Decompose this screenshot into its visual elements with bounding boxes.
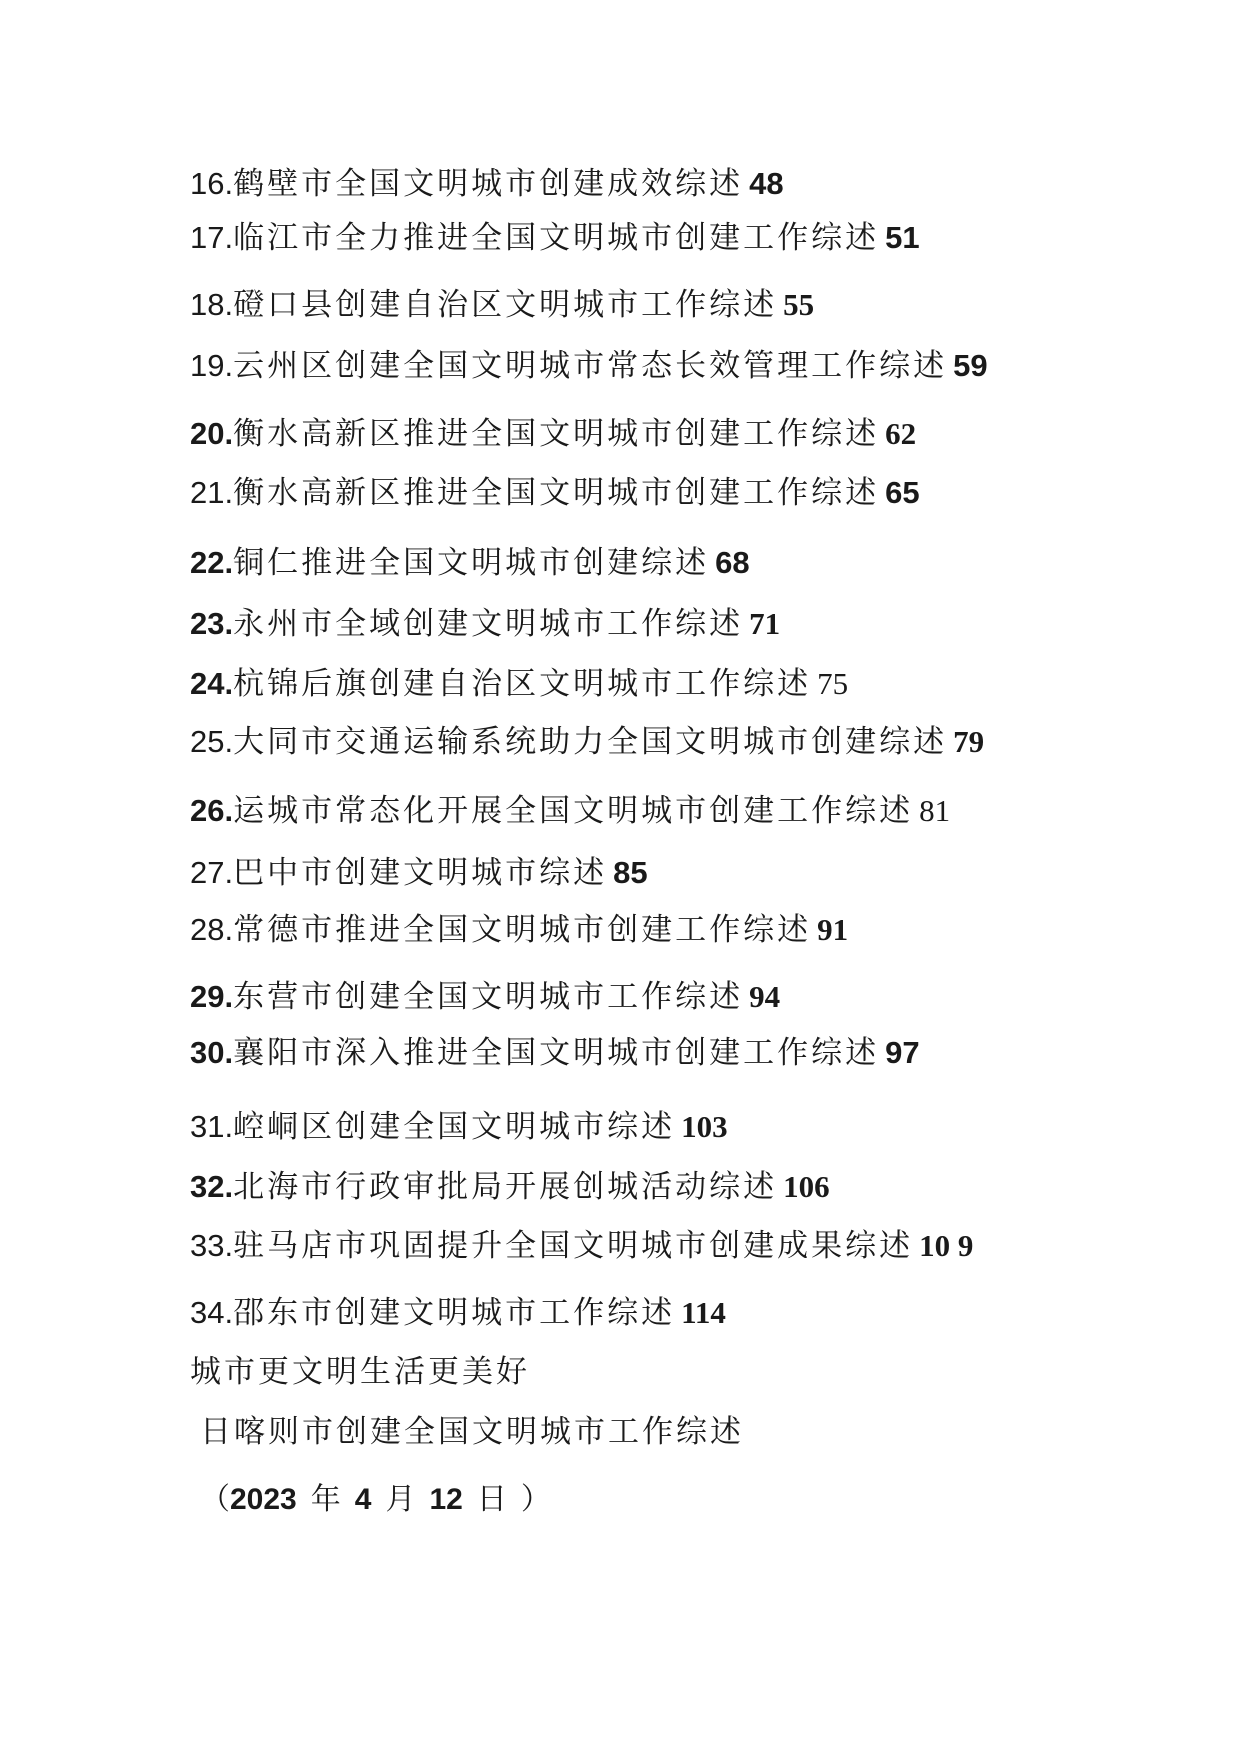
toc-entry-title: 临江市全力推进全国文明城市创建工作综述 [233, 220, 880, 256]
toc-entry-page: 91 [817, 912, 849, 947]
toc-entry-title: 大同市交通运输系统助力全国文明城市创建综述 [233, 724, 948, 760]
date-line [200, 1480, 551, 1520]
toc-entry[interactable] [190, 1033, 920, 1073]
toc-entry[interactable] [190, 218, 920, 258]
toc-entry-page: 75 [817, 666, 849, 701]
toc-entry-number: 19. [190, 348, 234, 383]
toc-entry[interactable] [190, 346, 988, 386]
toc-entry-number: 25. [190, 724, 234, 759]
toc-entry[interactable] [190, 977, 780, 1017]
toc-entry[interactable] [190, 791, 950, 831]
section-heading: 城市更文明生活更美好 [190, 1354, 530, 1390]
toc-entry-page: 10 9 [919, 1228, 974, 1263]
toc-entry-title: 襄阳市深入推进全国文明城市创建工作综述 [233, 1035, 880, 1071]
toc-entry[interactable] [190, 853, 648, 893]
toc-entry-page: 106 [783, 1169, 830, 1204]
toc-entry-title: 驻马店市巩固提升全国文明城市创建成果综述 [233, 1228, 914, 1264]
toc-entry-number: 28. [190, 912, 234, 947]
toc-entry-number: 24. [190, 666, 234, 701]
toc-entry-title: 铜仁推进全国文明城市创建综述 [233, 545, 710, 581]
toc-entry[interactable] [190, 664, 848, 704]
toc-entry-page: 94 [749, 979, 781, 1014]
toc-entry[interactable] [190, 473, 920, 513]
toc-entry-page: 103 [681, 1109, 728, 1144]
section-subheading: 日喀则市创建全国文明城市工作综述 [200, 1414, 744, 1450]
toc-entry-page: 48 [749, 166, 784, 201]
toc-entry-number: 17. [190, 220, 234, 255]
toc-entry[interactable] [190, 910, 848, 950]
toc-entry-page: 68 [715, 545, 750, 580]
toc-entry-page: 65 [885, 475, 920, 510]
toc-entry-number: 27. [190, 855, 234, 890]
toc-entry-title: 北海市行政审批局开展创城活动综述 [233, 1169, 778, 1205]
toc-entry-number: 33. [190, 1228, 234, 1263]
close-paren: ） [520, 1482, 551, 1517]
toc-entry[interactable] [190, 604, 780, 644]
toc-entry[interactable] [190, 1226, 973, 1266]
toc-entry[interactable] [190, 1107, 728, 1147]
toc-entry-number: 20. [190, 416, 234, 451]
date-month: 4 [354, 1483, 372, 1516]
toc-entry-title: 崆峒区创建全国文明城市综述 [233, 1109, 676, 1145]
date-month-unit: 月 [385, 1482, 416, 1517]
toc-entry-number: 23. [190, 606, 234, 641]
toc-entry-title: 衡水高新区推进全国文明城市创建工作综述 [233, 475, 880, 511]
date-year-unit: 年 [310, 1482, 341, 1517]
toc-entry-page: 51 [885, 220, 920, 255]
toc-entry-page: 71 [749, 606, 781, 641]
toc-entry-title: 衡水高新区推进全国文明城市创建工作综述 [233, 416, 880, 452]
date-year: 2023 [230, 1483, 297, 1516]
toc-entry-title: 常德市推进全国文明城市创建工作综述 [233, 912, 812, 948]
toc-entry-title: 永州市全域创建文明城市工作综述 [233, 606, 744, 642]
toc-entry-number: 31. [190, 1109, 234, 1144]
toc-entry-title: 巴中市创建文明城市综述 [233, 855, 608, 891]
toc-entry[interactable] [190, 285, 814, 325]
toc-entry-page: 79 [953, 724, 985, 759]
open-paren: （ [200, 1482, 230, 1517]
toc-entry-title: 鹤壁市全国文明城市创建成效综述 [233, 166, 744, 202]
toc-entry-page: 62 [885, 416, 917, 451]
toc-entry[interactable] [190, 722, 984, 762]
toc-entry-number: 18. [190, 287, 234, 322]
toc-entry[interactable] [190, 164, 784, 204]
toc-entry-number: 30. [190, 1035, 234, 1070]
toc-entry-number: 32. [190, 1169, 234, 1204]
date-day-unit: 日 [476, 1482, 507, 1517]
toc-entry-title: 杭锦后旗创建自治区文明城市工作综述 [233, 666, 812, 702]
toc-entry-number: 16. [190, 166, 234, 201]
toc-entry[interactable] [190, 1167, 830, 1207]
toc-entry-number: 29. [190, 979, 234, 1014]
toc-entry-number: 22. [190, 545, 234, 580]
toc-entry-page: 114 [681, 1295, 726, 1330]
toc-entry-title: 云州区创建全国文明城市常态长效管理工作综述 [233, 348, 948, 384]
toc-entry-title: 邵东市创建文明城市工作综述 [233, 1295, 676, 1331]
toc-entry[interactable] [190, 1293, 726, 1333]
toc-entry-number: 21. [190, 475, 234, 510]
date-day: 12 [429, 1483, 463, 1516]
toc-entry-title: 东营市创建全国文明城市工作综述 [233, 979, 744, 1015]
toc-entry-number: 34. [190, 1295, 234, 1330]
toc-entry-page: 59 [953, 348, 988, 383]
toc-entry-page: 97 [885, 1035, 920, 1070]
toc-entry-page: 55 [783, 287, 815, 322]
toc-entry-page: 81 [919, 793, 951, 828]
toc-entry[interactable] [190, 414, 916, 454]
toc-entry[interactable] [190, 543, 750, 583]
toc-entry-page: 85 [613, 855, 648, 890]
toc-entry-number: 26. [190, 793, 234, 828]
toc-entry-title: 运城市常态化开展全国文明城市创建工作综述 [233, 793, 914, 829]
toc-entry-title: 磴口县创建自治区文明城市工作综述 [233, 287, 778, 323]
